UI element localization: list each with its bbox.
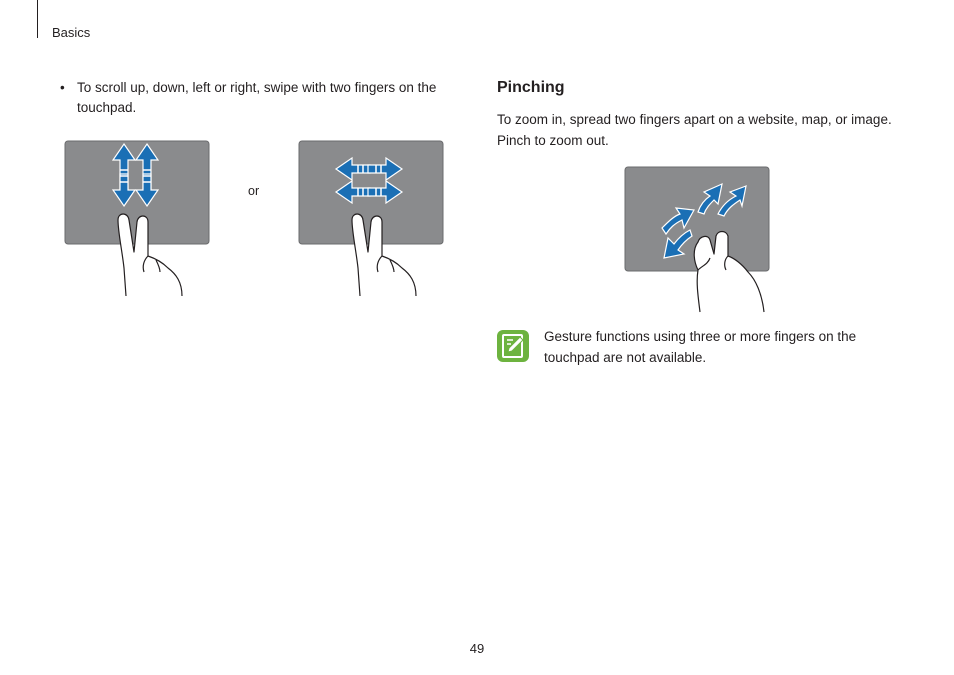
or-separator: or	[248, 184, 260, 198]
section-label: Basics	[52, 25, 91, 40]
pinching-heading: Pinching	[497, 79, 565, 96]
header-rule	[37, 0, 38, 38]
pinch-illustration	[624, 166, 774, 314]
vertical-scroll-illustration	[64, 140, 212, 298]
note-pencil-icon	[497, 330, 529, 362]
horizontal-scroll-illustration	[298, 140, 446, 298]
pinching-description: To zoom in, spread two fingers apart on a website, map, or image. Pinch to zoom out.	[497, 112, 892, 148]
bullet-marker: •	[60, 80, 65, 95]
note-text: Gesture functions using three or more fingers on the touchpad are not available.	[544, 329, 857, 365]
scroll-instruction-text: To scroll up, down, left or right, swipe with two fingers on the touchpad.	[77, 80, 437, 115]
page-number: 49	[469, 641, 485, 656]
